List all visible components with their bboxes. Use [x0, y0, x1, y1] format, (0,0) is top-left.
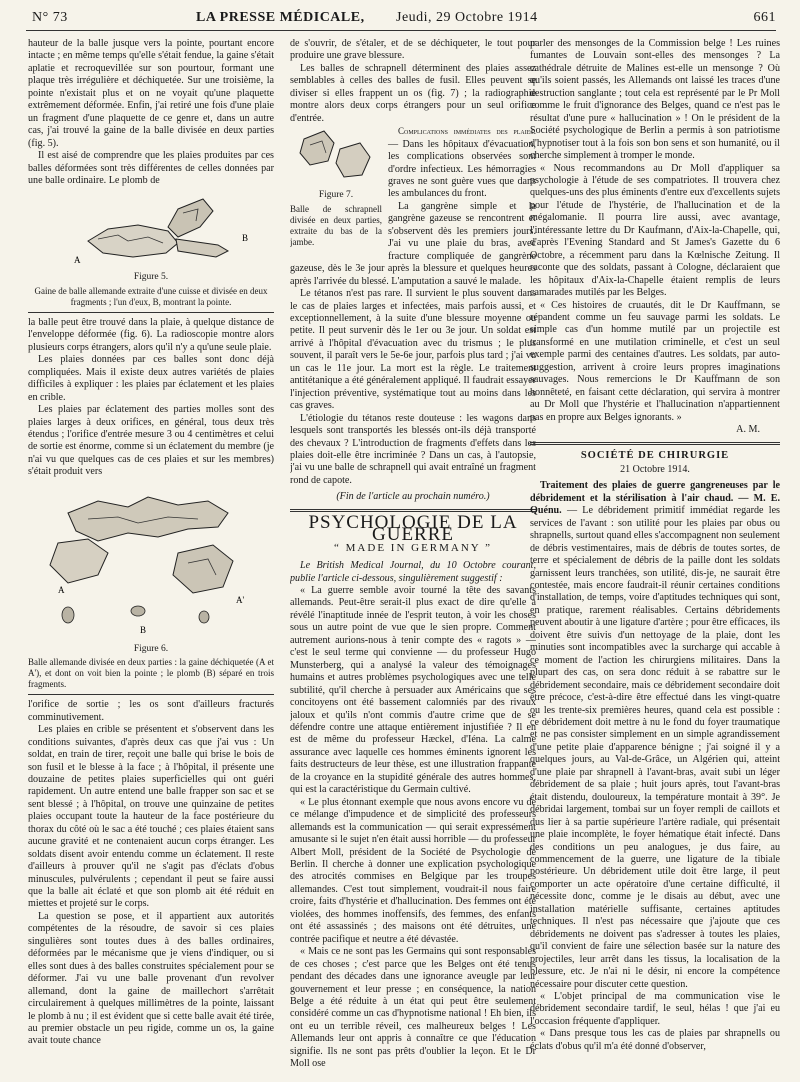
paragraph: Les plaies par éclatement des parties molles sont des plaies larges à deux orifices, en général, tous deux très étendus ; l'orifice d'entrée mesure 3 ou 4 centimètres et celui de sortie est énorme, comme si un éclatement du membre (je n'ai vu que quelques cas de ces plaies et sur les membres) s'était produit vers — [28, 404, 274, 478]
figure-5-caption: Gaine de balle allemande extraite d'une cuisse et divisée en deux fragments ; l'un d'eux, B, montrant la pointe. — [34, 285, 268, 307]
journal-title: LA PRESSE MÉDICALE, — [196, 10, 365, 25]
figure-6-label-b: B — [140, 624, 147, 635]
figure-7-drawing — [290, 125, 382, 189]
header-rule — [26, 30, 776, 31]
paragraph: « La guerre semble avoir tourné la tête des savants allemands. Peut-être serait-il plus exact de dire qu'elle a révélé l'inaptitude innée de l'esprit teuton, à voir les choses sous un autre point de vue que le sien propre. Comment autrement aurions-nous à tenir compte des « ragots » — c'est le seul terme qui convienne — du professeur Hugo Munsterberg, qui a analysé la valeur des témoignages humains et autres problèmes psychologiques avec une telle subtilité, qu'il cherche à persuader aux Américains que ses concitoyens ont été bassement calomniés par des rivaux jaloux et qu'ils n'ont commis d'autre crime que de se défendre contre une attaque entièrement injustifiée ? Il en est de même du professeur Hæckel, d'Iéna. La calme assurance avec laquelle ces hommes éminents ignorent les faits destructeurs de leur thèse, est une illustration frappante de la croyance en la stupidité générale des autres hommes, qui est la caractéristique du Germain cultivé. — [290, 585, 536, 796]
paragraph: Les balles de schrapnell déterminent des plaies assez semblables à celles des balles de fusil. Elles peuvent se diviser si elles frappent un os (fig. 7) ; la radiographie montre alors deux corps étrangers pour un seul orifice d'entrée. — [290, 62, 536, 124]
double-divider — [530, 442, 780, 445]
figure-7-title: Figure 7. — [318, 190, 354, 201]
paragraph: Les plaies en crible se présentent et s'observent dans les conditions suivantes, d'après deux cas que j'ai vus : Un soldat, en train de tirer, reçoit une balle qui brise le bois de son fusil et le blesse à la face ; à l'hôpital, il présente une douzaine de petites plaies superficielles qui ont guéri rapidement. Un autre entend une balle frapper son sac et se sent blessé ; à l'hôpital, on trouve une quinzaine de petites plaies occupant toute la hauteur de la face postérieure du thorax du côté où le sac a été touché ; ces plaies étaient sans aucune gravité et ne contenaient aucun corps étranger. Les soldats disent avoir entendu comme un éclatement. Il reste d'ailleurs à prouver qu'il ne s'agit pas d'éclats d'obus minuscules, pulvérulents ; cependant il peut se faire aussi que la balle ait éclaté et que son plomb ait été réduit en miettes et projeté sur le corps. — [28, 724, 274, 910]
figure-6-caption: Balle allemande divisée en deux parties : la gaine déchiquetée (A et A'), et dont on voit bien la pointe ; le plomb (B) séparé en trois fragments. — [28, 657, 274, 690]
paragraph: « Le plus étonnant exemple que nous avons encore vu de ce mélange d'impudence et de simplicité des professeurs allemands est la communication — qui serait expressément amusante si le sujet n'en était aussi horrible — du professeur Albert Moll, président de la Société de Psychologie de Berlin. Il cherche à donner une explication psychologique des atrocités commises en Belgique par les troupes allemandes. C'est tout simplement, voudrait-il nous faire croire, faits d'hystérie et d'hallucination. Des femmes ont été violées, des hommes inoffensifs, des femmes, des enfants ont été assassinés ; des maisons ont été détruites, une contrée pacifique et neutre a été dévastée. — [290, 796, 536, 945]
signature: A. M. — [736, 424, 760, 436]
paragraph: la balle peut être trouvé dans la plaie, à quelque distance de l'enveloppe déformée (fig. 6). La radioscopie montre alors plusieurs corps étrangers, alors qu'il n'y a qu'une seule plaie. — [28, 316, 274, 353]
paragraph: « Mais ce ne sont pas les Germains qui sont responsables de ces choses ; c'est parce que les Belges ont été tenus pendant des décades dans une ignorance aveugle par leur gouvernement et leur presse ; en conséquence, la nation Belge a été réduite à un état qui peut être seulement considéré comme un cas d'hypnotisme national ! Eh bien, ils ont eu un terrible réveil, ces malheureux belges ! Les Allemands leur ont appris à connaître ce que l'éducation signifie. Ils ne sont pas prêts d'oublier la leçon. Et le Dr Moll ose — [290, 946, 536, 1070]
page-number: 661 — [753, 10, 776, 25]
intro-paragraph: Le British Medical Journal, du 10 Octobre courant, publie l'article ci-dessous, singulièrement suggestif : — [290, 560, 536, 584]
figure-5-label-a: A — [74, 255, 81, 266]
figure-5 — [28, 191, 274, 307]
column-3 — [530, 38, 780, 1072]
figure-5-label-b: B — [242, 233, 249, 244]
column-2 — [290, 38, 536, 1072]
figure-6-label-a: A — [58, 584, 65, 595]
issue-number: N° 73 — [32, 10, 68, 25]
figure-6 — [28, 483, 274, 690]
paragraph: La question se pose, et il appartient aux autorités compétentes de la résoudre, de savoir si ces plaies singulières sont toutes dues à des balles ordinaires, déformées par le mécanisme que je viens d'indiquer, ou si elles sont dues à des balles construites spécialement pour se déformer. J'ai vu une balle provenant d'un revolver allemand, dont la gaine de maillechort s'arrêtait circulairement à quelques millimètres de la pointe, laissant le plomb à nu ; il est évident que si cette balle avait été tirée, au premier obstacle un peu rigide, comme un os, la gaine avait toute chance — [28, 910, 274, 1047]
society-title: SOCIÉTÉ DE CHIRURGIE — [580, 449, 730, 461]
paragraph: L'étiologie du tétanos reste douteuse : les wagons dans lesquels sont transportés les blessés ont-ils déjà transporté des chevaux ? L'introduction de fragments d'effets dans les plaies doit-elle être incriminée ? Dans un cas, à l'autopsie, j'ai vu une balle de schrapnell qui avait entraîné un fragment rond de capote. — [290, 412, 536, 486]
paragraph: La gangrène simple et la gangrène gazeuse se rencontrent et s'observent dès les premiers jours. J'ai vu une plaie du bras, avec fracture compliquée de gangrène gazeuse, dès le 3e jour après la blessure et quelques heures après l'arrivée du blessé. L'amputation a sauvé le malade. — [290, 200, 536, 287]
paragraph: « L'objet principal de ma communication vise le débridement secondaire tardif, le seul, hélas ! que j'ai eu l'occasion fréquente d'appliquer. — [530, 990, 780, 1027]
figure-6-title: Figure 6. — [133, 643, 169, 654]
figure-7-caption: Balle de schrapnell divisée en deux parties, extraite du bas de la jambe. — [290, 203, 382, 247]
paragraph: — Le débridement primitif immédiat regarde les services de l'avant : son utilité pour les plaies par obus ou shrapnells, surtout quand elles s'accompagnent non seulement de débris vestimentaires, mais de débris de toutes sortes, de terre et spécialement de débris de la paille dont les soldats garnissent leurs tranchées, son utilité, dis-je, ne saurait être contestée, mais encore faudrait-il réunir certaines conditions d'installation, de temps, voire d'aptitudes techniques qui sont, en pratique, rarement réalisables. Certains débridements peuvent aboutir à une ligature d'artère ; pour être efficaces, ils doivent être suivis d'un nettoyage de la plaie, dont les minuties sont incompatibles avec la surcharge qui accable à ce moment de l'action les chirurgiens militaires. Dans la plupart des cas, on sera donc réduit à se rabattre sur le débridement secondaire, mais ce débridement secondaire doit être précoce, c'est-à-dire être effectué dans les vingt-quatre ou les trente-six premières heures, quand cela est possible : ce débridement doit mettre à nu le fond du foyer traumatique et ne pas consister simplement en un simple agrandissement d'une petite plaie d'apparence bénigne ; j'ai soigné il y a quelques jours, au Val-de-Grâce, un Algérien qui, atteint d'une plaie par shrapnell à l'avant-bras, avait subi un léger débridement de sa plaie ; huit jours après, tout l'avant-bras était distendu, douloureux, la température montait à 39°. Je débridai largement, tombai sur un foyer rempli de caillots et dus lier à sa partie supérieure l'artère radiale, qui présentait une plaie incomplète, le foyer hématique était infecté. Dans des conditions un peu analogues, je dus faire, au commencement de la guerre, une ligature de la tibiale postérieure. Un débridement utile doit être large, il peut comporter un acte opératoire d'une certaine difficulté, il nécessite donc, comme je le disais au début, avec une installation matérielle suffisante, certaines aptitudes techniques. Il n'est pas nécessaire que j'ajoute que ces débridements ne doivent pas s'adresser à toutes les plaies, qu'il convient de faire une sélection basée sur la nature des projectiles, leur arrêt dans les tissus, la localisation de la blessure, etc. Je n'ai ni le désir, ni encore la compétence nécessaire pour discuter cette question. — [530, 505, 780, 990]
figure-7 — [290, 125, 382, 250]
paragraph: — Dans les hôpitaux d'évacuation, les complications observées sont d'ordre infectieux. Les hémorragies graves ne sont guère vues que dans les ambulances du front. — [388, 138, 536, 200]
paragraph: Les plaies données par ces balles sont donc déjà compliquées. Mais il existe deux autres variétés de plaies difficiles à expliquer : les plaies par éclatement et les plaies en crible. — [28, 354, 274, 403]
paragraph: « Nous recommandons au Dr Moll d'appliquer sa psychologie à l'étude de ses compatriotes. Il trouvera chez quelques-uns des plus éminents d'entre eux d'excellents sujets pour l'étude de l'hystérie, de l'hallucination et de la mégalomanie. Il pourra lire aussi, avec avantage, l'intéressante lettre du Dr Kaufmann, d'Aix-la-Chapelle, qui, d'après l'Evening Standard and St James's Gazette du 6 Octobre, a récemment paru dans la Kœlnische Zeitung. Il raconte que des soldats, passant à Cologne, déclaraient que les hôpitaux d'Aix-la-Chapelle étaient remplis de leurs camarades mutilés par les Belges. — [530, 162, 780, 299]
paragraph: hauteur de la balle jusque vers la pointe, pourtant encore intacte ; en même temps qu'elle s'était fendue, la gaine s'était aplatie et recroquevillée sur son pourtour, formant une plaque très irrégulière et déchiquetée. Sur une troisième, la pointe n'existait plus et on ne voyait qu'une plaquette extrêmement déformée. Enfin, j'ai retiré une fois d'une plaie un fragment d'une plaquette de ce genre et, dans un autre cas, j'ai trouvé la gaine de la balle divisée en deux parties (fig. 5). — [28, 38, 274, 149]
divider — [28, 694, 274, 695]
paragraph: l'orifice de sortie ; les os sont d'ailleurs fracturés comminutivement. — [28, 699, 274, 723]
column-1 — [28, 38, 274, 1072]
paragraph: de s'ouvrir, de s'étaler, et de se déchiqueter, le tout pour produire une grave blessure. — [290, 38, 536, 62]
figure-6-label-a-prime: A' — [236, 594, 245, 605]
end-note: (Fin de l'article au prochain numéro.) — [336, 491, 490, 503]
paragraph: Le tétanos n'est pas rare. Il survient le plus souvent dans le cas de plaies larges et infectées, mais parfois aussi, et exceptionnellement, à la suite d'une blessure moyenne ou petite. Il peut survenir dès le 1er ou 3e jour. Un soldat est arrivé à l'hôpital d'évacuation avec du trismus ; le plus souvent, il paraît vers le 5e-6e jour, parfois plus tard ; j'ai vu un cas le 11e jour. La mort est la règle. Le traitement antitétanique a été généralement appliqué. Il faudrait essayer l'injection préventive, systématique tout au moins dans les cas graves. — [290, 288, 536, 412]
paragraph: parler des mensonges de la Commission belge ! Les ruines fumantes de Louvain sont-elles des mensonges ? La cathédrale détruite de Malines est-elle un mensonge ? Où qu'ils soient passés, les Allemands ont laissé les traces d'une destruction sanglante ; tout cela est représenté par le Pr Moll comme le fruit d'ignorance des Belges, quand ce n'est pas le résultat d'une pure « hallucination » ! On le président de la Société psychologique de Berlin a permis à son patriotisme d'hypnotiser tout à la fois son bon sens et son humanité, ou il cherche simplement à tromper le monde. — [530, 38, 780, 162]
page-header — [26, 6, 776, 30]
issue-date: Jeudi, 29 Octobre 1914 — [396, 10, 538, 25]
section-heading: Complications immédiates des plaies. — [398, 126, 536, 137]
figure-5-drawing — [28, 191, 274, 271]
figure-6-drawing — [28, 483, 274, 643]
figure-5-title: Figure 5. — [133, 272, 169, 283]
paragraph: « Ces histoires de cruautés, dit le Dr Kauffmann, se répandent comme un feu sauvage parmi les soldats. Le simple cas d'un homme mutilé par un projectile est transformé en une mutilation criminelle, et c'est un seul exemple parmi des centaines d'autres. Les soldats, par auto-suggestion, arrivent à croire leurs propres imaginations sauvages. Nous remercions le Dr Kauffmann de son honnêteté, en faisant cette déclaration, qui servira à montrer au Dr Moll que l'hystérie et l'hallucination n'appartiennent pas en propre aux Belges ignorants. » — [530, 299, 780, 423]
divider — [28, 312, 274, 313]
section-title: PSYCHOLOGIE DE LA GUERRE — [308, 511, 518, 546]
communication-heading: Traitement des plaies de guerre gangreneuses par le débridement et la stérilisation à l'air chaud. — M. E. Quénu. — [530, 480, 780, 517]
paragraph: « Dans presque tous les cas de plaies par shrapnells ou éclats d'obus qu'il m'a été donné d'observer, — [530, 1028, 780, 1052]
section-subtitle: “ MADE IN GERMANY ” — [334, 541, 492, 554]
paragraph: Il est aisé de comprendre que les plaies produites par ces balles déformées sont très différentes de celles données par une balle ordinaire. Le plomb de — [28, 150, 274, 186]
society-date: 21 Octobre 1914. — [620, 463, 690, 475]
